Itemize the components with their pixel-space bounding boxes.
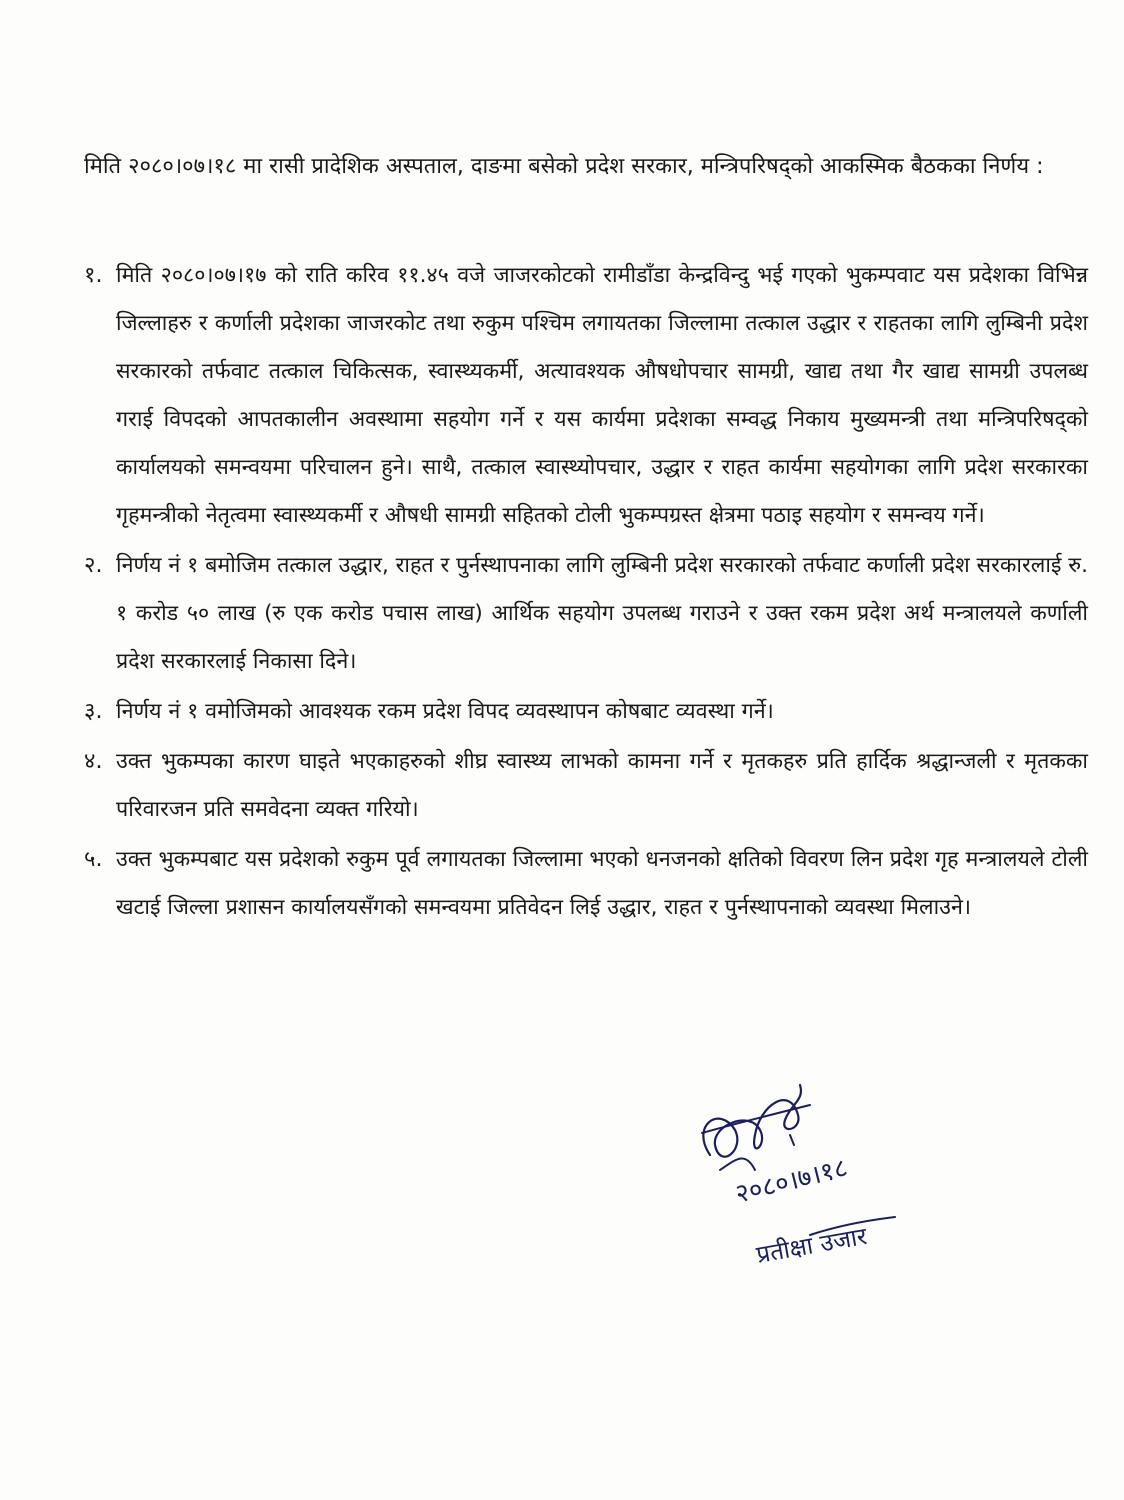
decision-number: १. bbox=[84, 263, 103, 288]
decision-number: ३. bbox=[84, 699, 103, 724]
decision-text: निर्णय नं १ बमोजिम तत्काल उद्धार, राहत र पुर्नस्थापनाका लागि लुम्बिनी प्रदेश सरकारको तर्फवाट कर्णाली प्रदेश सरकारलाई रु. १ करोड ५० लाख (रु एक करोड पचास लाख) आर्थिक सहयोग उपलब्ध गराउने र उक्त रकम प्रदेश अर्थ मन्त्रालयले कर्णाली प्रदेश सरकारलाई निकासा दिने। bbox=[116, 553, 1088, 674]
signature-date: २०८०।७।१८ bbox=[732, 1153, 851, 1210]
decision-text: निर्णय नं १ वमोजिमको आवश्यक रकम प्रदेश विपद व्यवस्थापन कोषबाट व्यवस्था गर्ने। bbox=[116, 699, 774, 724]
decision-number: ५. bbox=[84, 847, 103, 872]
decision-text: मिति २०८०।०७।१७ को राति करिव ११.४५ वजे जाजरकोटको रामीडाँडा केन्द्रविन्दु भई गएको भुकम्पवाट यस प्रदेशका विभिन्न जिल्लाहरु र कर्णाली प्रदेशका जाजरकोट तथा रुकुम पश्चिम लगायतका जिल्लामा तत्काल उद्धार र राहतका लागि लुम्बिनी प्रदेश सरकारको तर्फवाट तत्काल चिकित्सक, स्वास्थ्यकर्मी, अत्यावश्यक औषधोपचार सामग्री, खाद्य तथा गैर खाद्य सामग्री उपलब्ध गराई विपदको आपतकालीन अवस्थामा सहयोग गर्ने र यस कार्यमा प्रदेशका सम्वद्ध निकाय मुख्यमन्त्री तथा मन्त्रिपरिषद्को कार्यालयको समन्वयमा परिचालन हुने। साथै, तत्काल स्वास्थ्योपचार, उद्धार र राहत कार्यमा सहयोगका लागि प्रदेश सरकारका गृहमन्त्रीको नेतृत्वमा स्वास्थ्यकर्मी र औषधी सामग्री सहितको टोली भुकम्पग्रस्त क्षेत्रमा पठाइ सहयोग र समन्वय गर्ने। bbox=[116, 263, 1088, 528]
decision-item-1 bbox=[0, 252, 1124, 540]
decision-item-3 bbox=[0, 688, 1124, 736]
decision-number: २. bbox=[84, 553, 103, 578]
signature-drawing bbox=[680, 1075, 920, 1295]
document-heading: मिति २०८०।०७।१८ मा रासी प्रादेशिक अस्पताल, दाङमा बसेको प्रदेश सरकार, मन्त्रिपरिषद्को आकस्मिक बैठकका निर्णय : bbox=[84, 154, 1044, 179]
decision-item-2 bbox=[0, 542, 1124, 686]
signature-name: प्रतीक्षा उजार bbox=[754, 1221, 869, 1269]
decision-item-5 bbox=[0, 836, 1124, 932]
decision-item-4 bbox=[0, 738, 1124, 834]
decision-list bbox=[0, 252, 1124, 934]
decision-text: उक्त भुकम्पका कारण घाइते भएकाहरुको शीघ्र स्वास्थ्य लाभको कामना गर्ने र मृतकहरु प्रति हार्दिक श्रद्धान्जली र मृतकका परिवारजन प्रति समवेदना व्यक्त गरियो। bbox=[116, 749, 1088, 822]
decision-text: उक्त भुकम्पबाट यस प्रदेशको रुकुम पूर्व लगायतका जिल्लामा भएको धनजनको क्षतिको विवरण लिन प्रदेश गृह मन्त्रालयले टोली खटाई जिल्ला प्रशासन कार्यालयसँगको समन्वयमा प्रतिवेदन लिई उद्धार, राहत र पुर्नस्थापनाको व्यवस्था मिलाउने। bbox=[116, 847, 1088, 920]
handwritten-signature bbox=[680, 1075, 920, 1295]
decision-number: ४. bbox=[84, 749, 103, 774]
